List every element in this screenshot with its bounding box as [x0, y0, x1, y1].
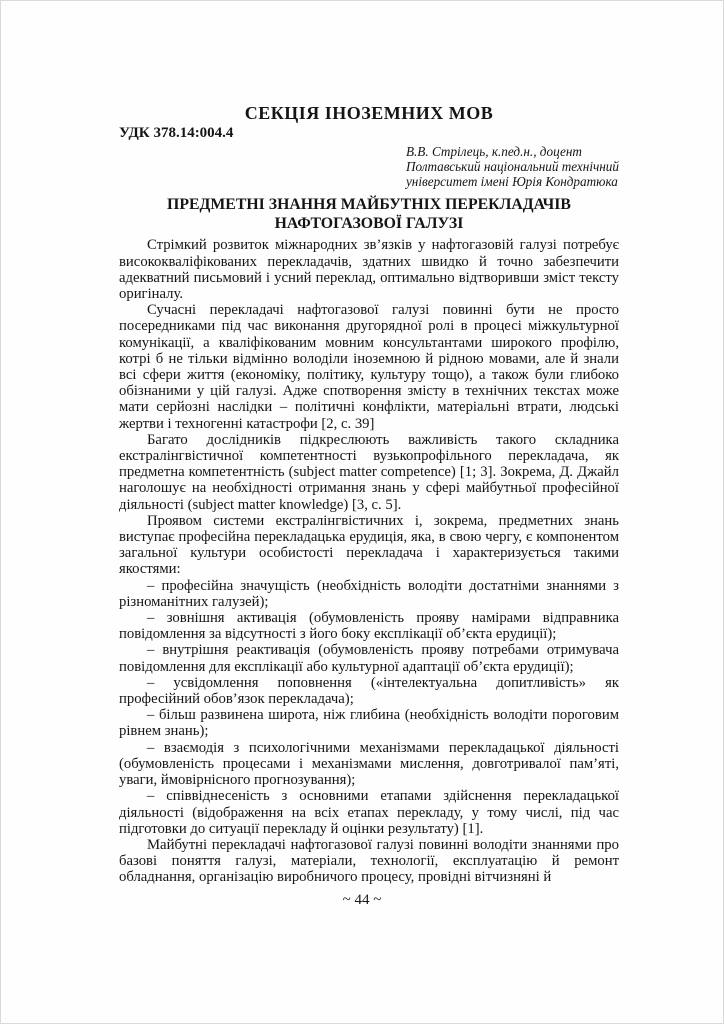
author-line: університет імені Юрія Кондратюка [405, 173, 618, 189]
article-body [119, 237, 619, 885]
article-title-line: ПРЕДМЕТНІ ЗНАННЯ МАЙБУТНІХ ПЕРЕКЛАДАЧІВ [167, 196, 571, 214]
author-line: Полтавський національний технічний [405, 158, 619, 174]
author-line: В.В. Стрілець, к.пед.н., доцент [405, 144, 582, 159]
paragraph: Сучасні перекладачі нафтогазової галузі повинні бути не просто посередниками під час виконання другорядної ролі в процесі міжкультурної комунікації, а кваліфікованим мовним консультантами широкого профілю, котрі б не тільки відмінно володіли іноземною й рідною мовами, але й знали всі сфери життя (економіку, політику, культуру тощо), а також були глибоко обізнаними у цій галузі. Адже спотворення змісту в технічних текстах може мати серйозні наслідки – політичні конфлікти, матеріальні втрати, людські жертви і техногенні катастрофи [2, с. 39] [119, 302, 619, 432]
paragraph: Майбутні перекладачі нафтогазової галузі повинні володіти знаннями про базові поняття галузі, матеріали, технології, експлуатацію й ремонт обладнання, організацію виробничого процесу, провідні вітчизняні й [119, 836, 619, 886]
udc-number: УДК 378.14:004.4 [119, 125, 234, 141]
list-item: – усвідомлення поповнення («інтелектуальна допитливість» як професійний обов’язок перекладача); [119, 674, 619, 708]
section-title: СЕКЦІЯ ІНОЗЕМНИХ МОВ [244, 103, 494, 123]
list-item: – більш развинена широта, ніж глибина (необхідність володіти пороговим рівнем знань); [119, 707, 619, 740]
article-title [119, 195, 619, 233]
paragraph: Проявом системи екстралінгвістичних і, зокрема, предметних знань виступає професійна перекладацька ерудиція, яка, в свою чергу, є компонентом загальної культури особистості перекладача і характеризується такими якостями: [119, 512, 619, 578]
page-number: ~ 44 ~ [342, 892, 382, 908]
list-item: – внутрішня реактивація (обумовленість прояву потребами отримувача повідомлення для експлікації або культурної адаптації об’єкта ерудиції); [119, 642, 619, 675]
author-block [406, 145, 619, 189]
paragraph: Стрімкий розвиток міжнародних зв’язків у нафтогазовій галузі потребує висококваліфікованих перекладачів, здатних швидко й точно забезпечити адекватний письмовий і усний переклад, оптимально відтворивши зміст тексту оригіналу. [119, 237, 619, 302]
list-item: – зовнішня активація (обумовленість прояву намірами відправника повідомлення за відсутності з його боку експлікації об’єкта ерудиції); [119, 610, 619, 643]
article-title-line: НАФТОГАЗОВОЇ ГАЛУЗІ [274, 215, 464, 233]
paragraph: Багато дослідників підкреслюють важливість такого складника екстралінгвістичної компетентності вузькопрофільного перекладача, як предметна компетентність (subject matter competence) [1; 3]. Зокрема, Д. Джайл наголошує на необхідності отримання знань у сфері майбутньої професійної діяльності (subject matter knowledge) [3, с. 5]. [119, 431, 619, 513]
list-item: – взаємодія з психологічними механізмами перекладацької діяльності (обумовленість процесами і механізмами мислення, довготривалої пам’яті, уваги, ймовірнісного прогнозування); [119, 739, 619, 789]
list-item: – співвіднесеність з основними етапами здійснення перекладацької діяльності (відображення на всіх етапах перекладу, у тому числі, під час підготовки до ситуації перекладу й оцінки результату) [1]. [119, 788, 619, 837]
list-item: – професійна значущість (необхідність володіти достатніми знаннями з різноманітних галузей); [119, 577, 619, 610]
